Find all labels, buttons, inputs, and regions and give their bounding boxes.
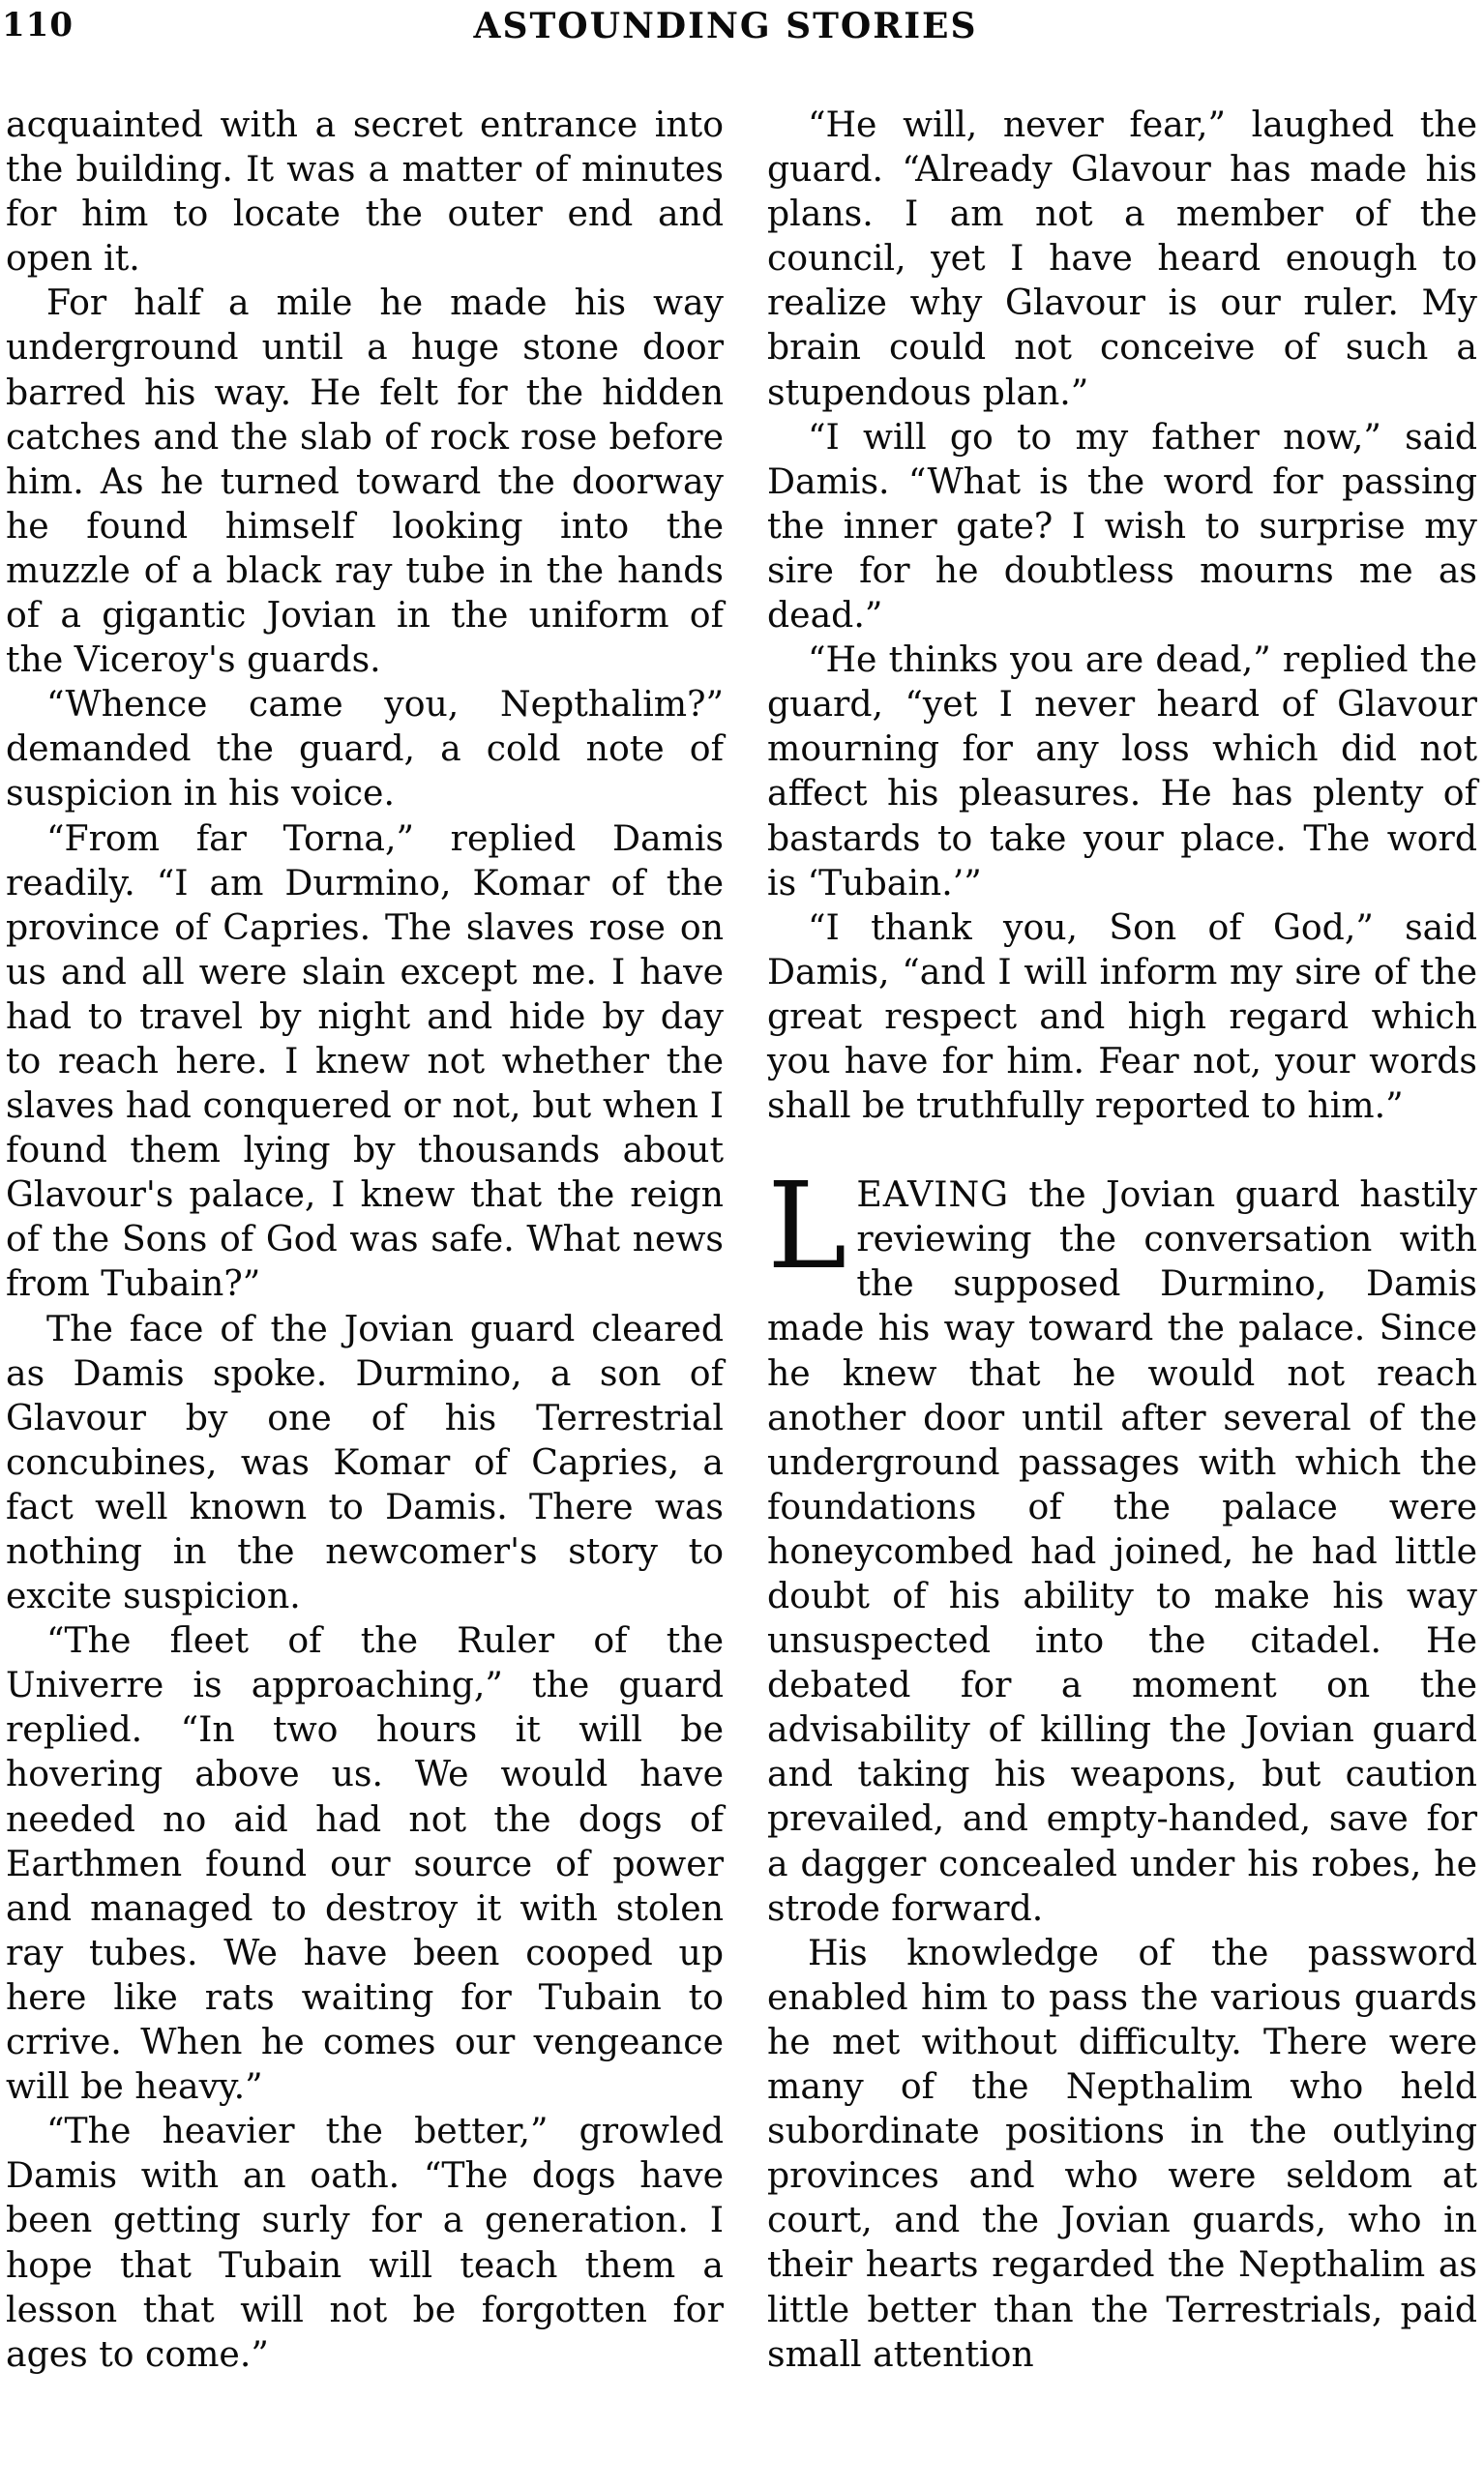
paragraph: “The fleet of the Ruler of the Univerre is approaching,” the guard replied. “In two hours it will be hovering above us. We would have needed no aid had not the dogs of Earthmen found our source of power and managed to destroy it with stolen ray tubes. We have been cooped up here like rats waiting for Tubain to crrive. When he comes our vengeance will be heavy.” [6, 1619, 724, 2108]
right-column [767, 103, 1477, 2377]
paragraph: “Whence came you, Nepthalim?” demanded the guard, a cold note of suspicion in his voice. [6, 683, 724, 815]
left-column [6, 103, 724, 2377]
paragraph: acquainted with a secret entrance into the building. It was a matter of minutes for him to locate the outer end and open it. [6, 104, 724, 280]
drop-cap: L [767, 1157, 847, 1297]
paragraph: The face of the Jovian guard cleared as Damis spoke. Durmino, a son of Glavour by one of his Terrestrial concubines, was Komar of Capries, a fact well known to Damis. There was nothing in the newcomer's story to excite suspicion. [6, 1307, 724, 1617]
section-opening-paragraph [767, 1157, 1477, 1931]
paragraph: For half a mile he made his way underground until a huge stone door barred his way. He felt for the hidden catches and the slab of rock rose before him. As he turned toward the doorway he found himself looking into the muzzle of a black ray tube in the hands of a gigantic Jovian in the uniform of the Viceroy's guards. [6, 281, 724, 681]
paragraph: “I thank you, Son of God,” said Damis, “and I will inform my sire of the great respect and high regard which you have for him. Fear not, your words shall be truthfully reported to him.” [767, 905, 1477, 1127]
paragraph: “I will go to my father now,” said Damis. “What is the word for passing the inner gate? I wish to surprise my sire for he doubtless mourns me as dead.” [767, 415, 1477, 637]
page-header [0, 0, 1484, 68]
page-number: 110 [2, 6, 74, 44]
paragraph: His knowledge of the password enabled him to pass the various guards he met without difficulty. There were many of the Nepthalim who held subordinate positions in the outlying provinces and who were seldom at court, and the Jovian guards, who in their hearts regarded the Nepthalim as little better than the Terrestrials, paid small attention [767, 1931, 1477, 2375]
paragraph-text: the Jovian guard hastily reviewing the conversation with the supposed Durmino, Damis made his way toward the palace. Since he knew that he would not reach another door until after several of the underground passages with which the foundations of the palace were honeycombed had joined, he had little doubt of his ability to make his way unsuspected into the citadel. He debated for a moment on the advisability of killing the Jovian guard and taking his weapons, but caution prevailed, and empty-handed, save for a dagger concealed under his robes, he strode forward. [767, 1173, 1477, 1929]
running-head: ASTOUNDING STORIES [473, 6, 978, 46]
paragraph: “He will, never fear,” laughed the guard. “Already Glavour has made his plans. I am not a member of the council, yet I have heard enough to realize why Glavour is our ruler. My brain could not conceive of such a stupendous plan.” [767, 104, 1477, 413]
paragraph: “The heavier the better,” growled Damis with an oath. “The dogs have been getting surly for a generation. I hope that Tubain will teach them a lesson that will not be forgotten for ages to come.” [6, 2110, 724, 2375]
opening-word: EAVING [856, 1173, 1010, 1216]
paragraph: “From far Torna,” replied Damis readily. “I am Durmino, Komar of the province of Capries. The slaves rose on us and all were slain except me. I have had to travel by night and hide by day to reach here. I knew not whether the slaves had conquered or not, but when I found them lying by thousands about Glavour's palace, I knew that the reign of the Sons of God was safe. What news from Tubain?” [6, 816, 724, 1305]
paragraph: “He thinks you are dead,” replied the guard, “yet I never heard of Glavour mourning for any loss which did not affect his pleasures. He has plenty of bastards to take your place. The word is ‘Tubain.’” [767, 638, 1477, 904]
